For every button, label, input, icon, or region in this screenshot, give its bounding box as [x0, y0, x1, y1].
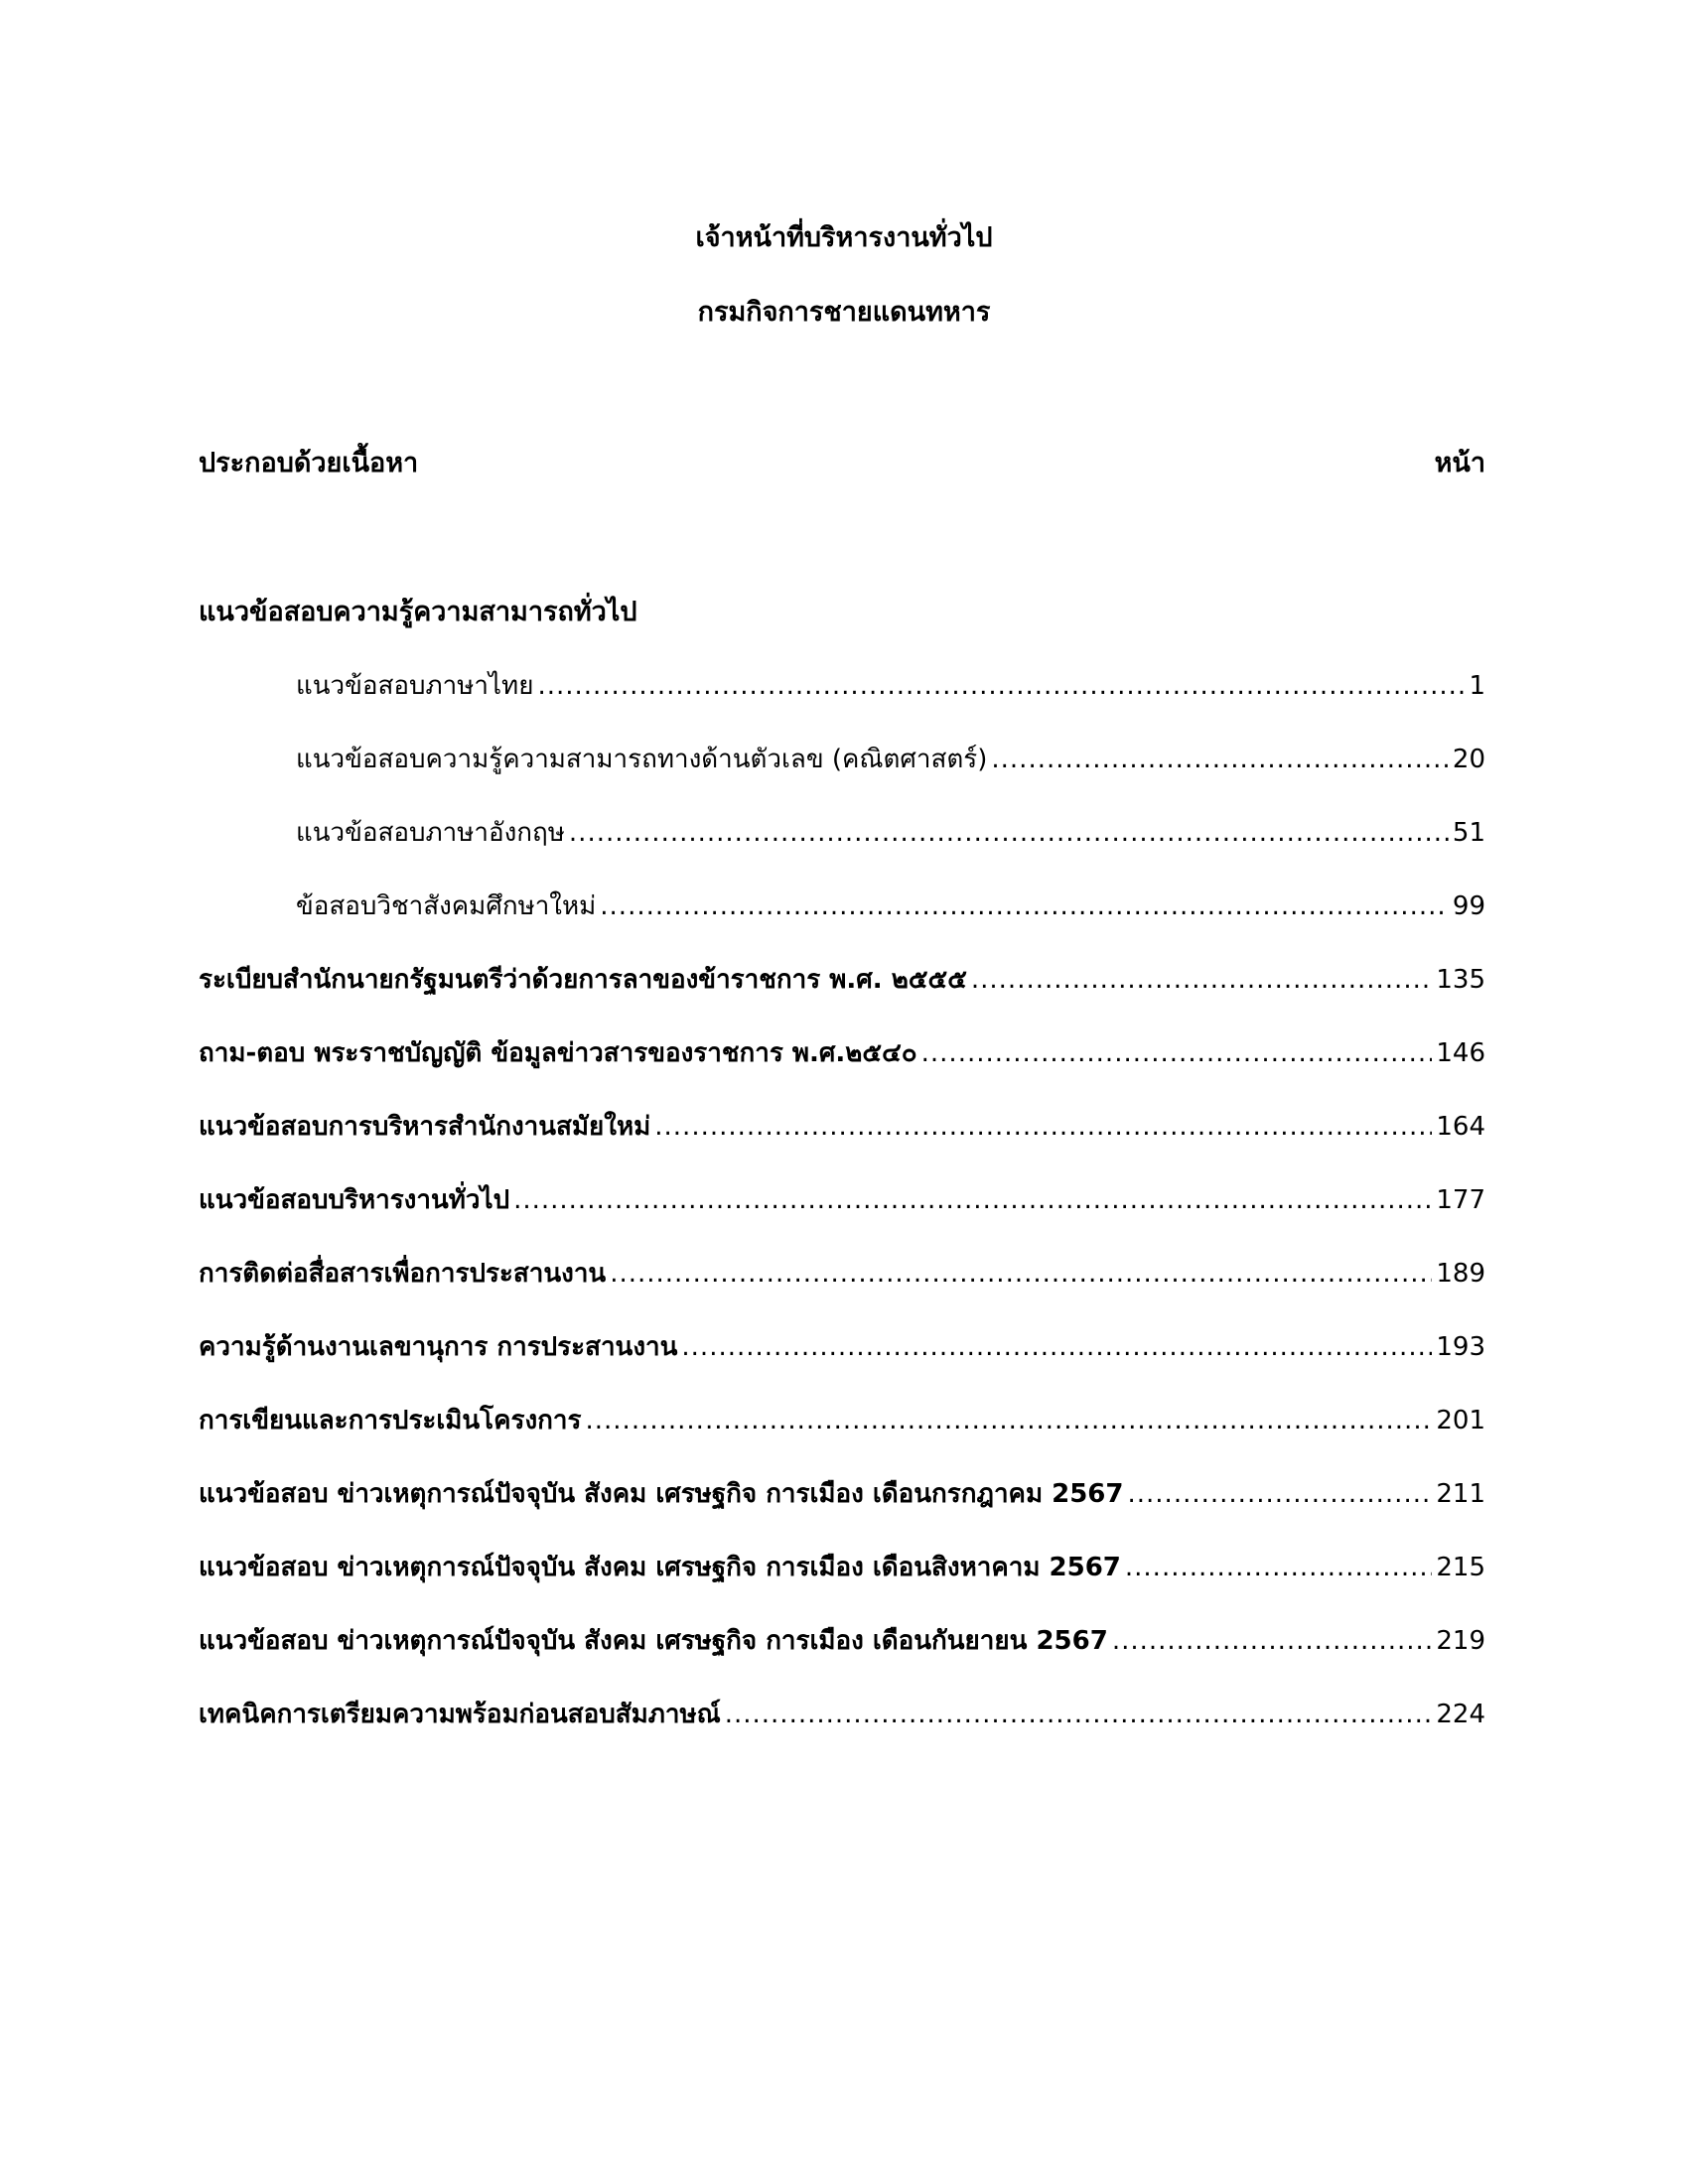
- toc-dot-leader: [1128, 1472, 1433, 1516]
- toc-entry[interactable]: [199, 1325, 1485, 1369]
- toc-dot-leader: [1125, 1546, 1432, 1589]
- toc-entry-page: 193: [1436, 1332, 1485, 1362]
- toc-entry-page: 215: [1436, 1553, 1485, 1582]
- toc-entry-page: 146: [1436, 1038, 1485, 1068]
- toc-entry-label: เทคนิคการเตรียมความพร้อมก่อนสอบสัมภาษณ์: [199, 1700, 721, 1729]
- toc-entry-page: 20: [1452, 745, 1485, 774]
- toc-section-heading: แนวข้อสอบความรู้ความสามารถทั่วไป: [199, 597, 637, 627]
- toc-dot-leader: [971, 958, 1432, 1002]
- toc-entry-label: แนวข้อสอบการบริหารสำนักงานสมัยใหม่: [199, 1112, 651, 1142]
- toc-entry-page: 135: [1436, 965, 1485, 995]
- document-title: เจ้าหน้าที่บริหารงานทั่วไป: [695, 222, 993, 253]
- toc-entry-page: 201: [1436, 1406, 1485, 1435]
- toc-entry-page: 99: [1452, 891, 1485, 921]
- toc-dot-leader: [991, 738, 1449, 781]
- toc-entry[interactable]: [199, 1546, 1485, 1589]
- toc-entry-label: แนวข้อสอบ ข่าวเหตุการณ์ปัจจุบัน สังคม เศรษฐกิจ การเมือง เดือนกรกฎาคม 2567: [199, 1479, 1124, 1509]
- toc-dot-leader: [654, 1105, 1432, 1149]
- toc-dot-leader: [513, 1178, 1432, 1222]
- toc-entry-page: 211: [1436, 1479, 1485, 1509]
- toc-dot-leader: [610, 1252, 1432, 1296]
- toc-entry-label: ข้อสอบวิชาสังคมศึกษาใหม่: [296, 891, 597, 921]
- toc-entry[interactable]: [199, 1619, 1485, 1663]
- toc-dot-leader: [681, 1325, 1432, 1369]
- toc-dot-leader: [921, 1031, 1433, 1075]
- toc-entry[interactable]: [199, 1178, 1485, 1222]
- toc-entry[interactable]: [296, 738, 1485, 781]
- contents-heading-label: ประกอบด้วยเนื้อหา: [199, 448, 419, 478]
- toc-entry-label: แนวข้อสอบบริหารงานทั่วไป: [199, 1185, 510, 1215]
- toc-entry-page: 51: [1452, 818, 1485, 848]
- toc-entry-page: 164: [1436, 1112, 1485, 1142]
- toc-entry[interactable]: [199, 1399, 1485, 1442]
- toc-entry[interactable]: [199, 958, 1485, 1002]
- toc-entry-page: 189: [1436, 1259, 1485, 1289]
- toc-entry-label: แนวข้อสอบ ข่าวเหตุการณ์ปัจจุบัน สังคม เศรษฐกิจ การเมือง เดือนสิงหาคาม 2567: [199, 1553, 1121, 1582]
- page-column-label: หน้า: [1434, 448, 1485, 478]
- toc-dot-leader: [600, 885, 1449, 928]
- toc-entry-label: ความรู้ด้านงานเลขานุการ การประสานงาน: [199, 1332, 678, 1362]
- toc-entry-label: การเขียนและการประเมินโครงการ: [199, 1406, 582, 1435]
- toc-entry-label: ระเบียบสำนักนายกรัฐมนตรีว่าด้วยการลาของข้าราชการ พ.ศ. ๒๕๕๕: [199, 965, 967, 995]
- toc-dot-leader: [537, 664, 1465, 708]
- toc-entry[interactable]: [199, 1472, 1485, 1516]
- toc-dot-leader: [1112, 1619, 1433, 1663]
- toc-entry-page: 177: [1436, 1185, 1485, 1215]
- toc-entry-page: 224: [1436, 1700, 1485, 1729]
- toc-entry-label: แนวข้อสอบภาษาอังกฤษ: [296, 818, 565, 848]
- document-subtitle: กรมกิจการชายแดนทหาร: [697, 297, 991, 328]
- contents-heading: [199, 442, 1485, 485]
- toc-entry-page: 1: [1469, 671, 1485, 701]
- toc-entry-label: แนวข้อสอบภาษาไทย: [296, 671, 534, 701]
- toc-entry[interactable]: [199, 1252, 1485, 1296]
- toc-dot-leader: [569, 811, 1449, 855]
- toc-entry[interactable]: [296, 664, 1485, 708]
- toc-dot-leader: [586, 1399, 1433, 1442]
- toc-entry[interactable]: [199, 1105, 1485, 1149]
- toc-dot-leader: [725, 1693, 1433, 1736]
- toc-entry-label: แนวข้อสอบ ข่าวเหตุการณ์ปัจจุบัน สังคม เศรษฐกิจ การเมือง เดือนกันยายน 2567: [199, 1626, 1108, 1656]
- toc-entry-label: แนวข้อสอบความรู้ความสามารถทางด้านตัวเลข (คณิตศาสตร์): [296, 745, 988, 774]
- toc-entry-page: 219: [1436, 1626, 1485, 1656]
- toc-entry-label: การติดต่อสื่อสารเพื่อการประสานงาน: [199, 1259, 607, 1289]
- toc-entry[interactable]: [199, 1031, 1485, 1075]
- toc-entry[interactable]: [296, 885, 1485, 928]
- toc-entry-label: ถาม-ตอบ พระราชบัญญัติ ข้อมูลข่าวสารของราชการ พ.ศ.๒๕๔๐: [199, 1038, 917, 1068]
- toc-entry[interactable]: [296, 811, 1485, 855]
- toc-entry[interactable]: [199, 1693, 1485, 1736]
